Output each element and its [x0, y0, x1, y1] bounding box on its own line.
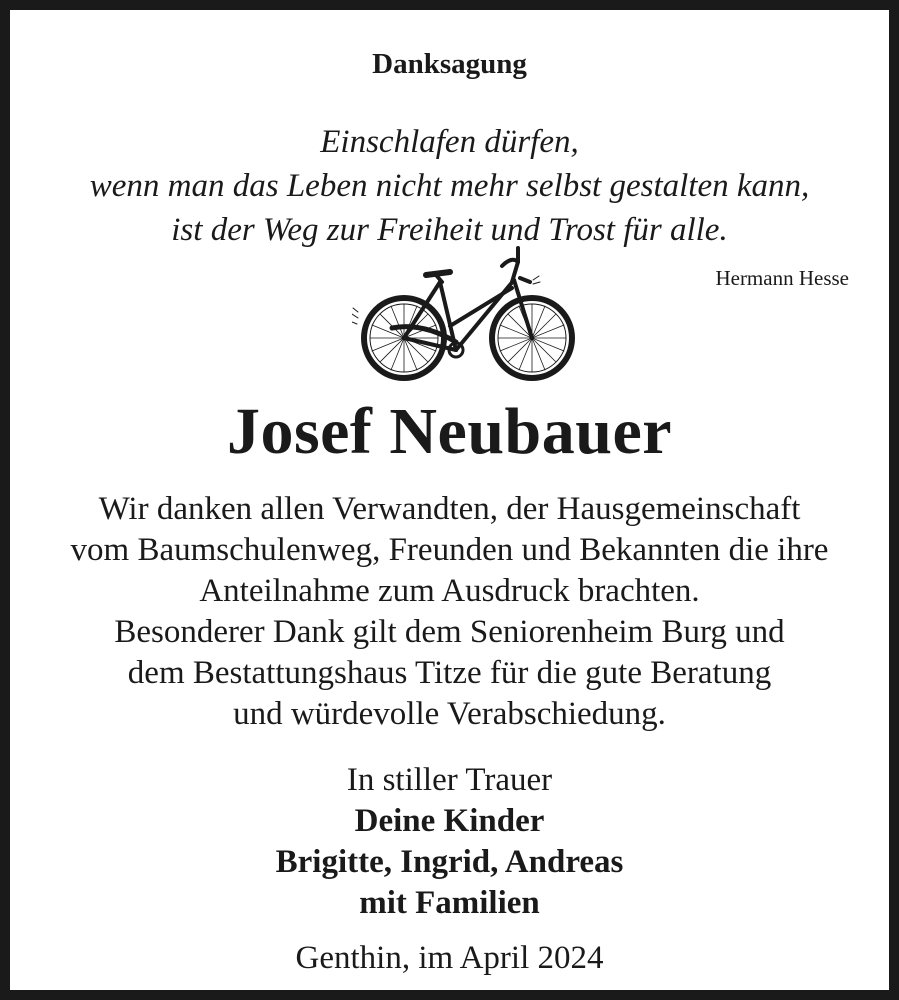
signature-families: mit Familien — [359, 885, 540, 921]
body-line-2: vom Baumschulenweg, Freunden und Bekannten die ihre — [70, 532, 829, 568]
heading: Danksagung — [372, 48, 527, 80]
body-line-5: dem Bestattungshaus Titze für die gute Beratung — [127, 655, 772, 691]
body-line-6: und würdevolle Verabschiedung. — [233, 696, 666, 732]
deceased-name: Josef Neubauer — [226, 395, 673, 468]
body-line-1: Wir danken allen Verwandten, der Hausgemeinschaft — [98, 491, 801, 527]
quote-line-3: ist der Weg zur Freiheit und Trost für alle. — [171, 212, 728, 248]
signature-group: Deine Kinder — [354, 803, 545, 839]
signature-intro: In stiller Trauer — [346, 762, 553, 798]
quote-line-1: Einschlafen dürfen, — [320, 124, 579, 160]
bicycle-icon — [352, 242, 586, 384]
quote-line-2: wenn man das Leben nicht mehr selbst gestalten kann, — [89, 168, 810, 204]
signature-names: Brigitte, Ingrid, Andreas — [275, 844, 624, 880]
body-line-4: Besonderer Dank gilt dem Seniorenheim Burg und — [114, 614, 785, 650]
quote-author: Hermann Hesse — [715, 266, 849, 290]
body-line-3: Anteilnahme zum Ausdruck brachten. — [199, 573, 700, 609]
place-date: Genthin, im April 2024 — [295, 940, 604, 976]
